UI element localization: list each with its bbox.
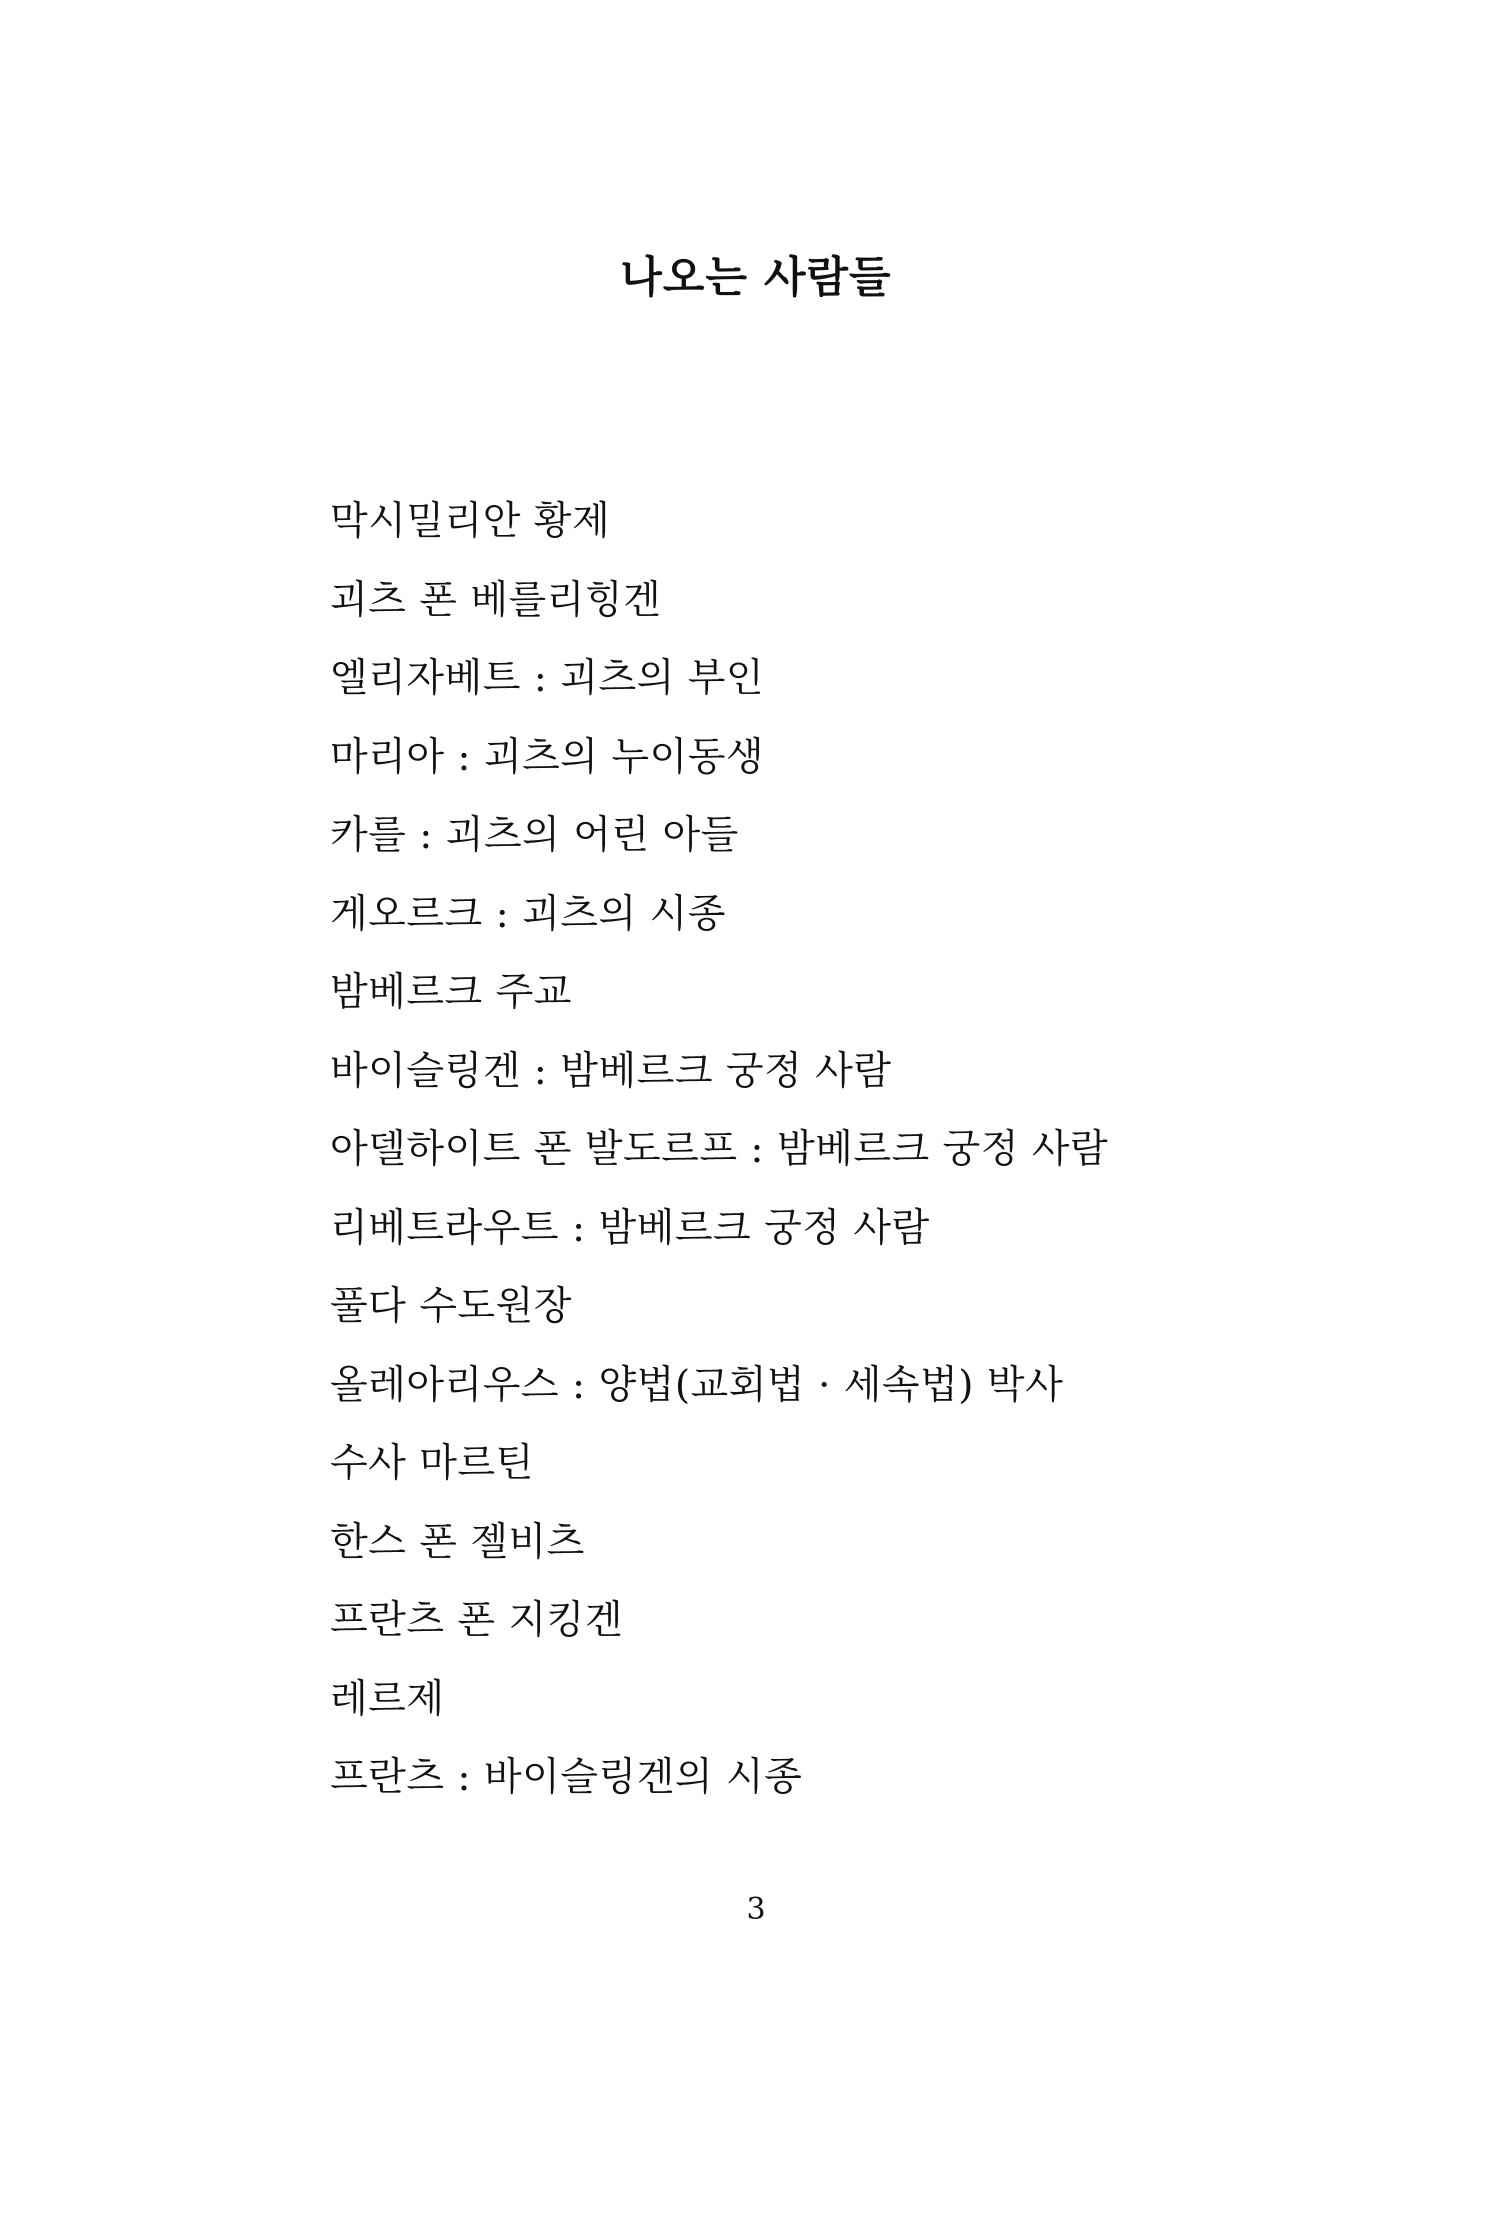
cast-entry: 한스 폰 젤비츠 <box>330 1519 585 1565</box>
cast-entry: 마리아 : 괴츠의 누이동생 <box>330 734 765 780</box>
cast-entry: 아델하이트 폰 발도르프 : 밤베르크 궁정 사람 <box>330 1127 1109 1172</box>
cast-entry: 막시밀리안 황제 <box>330 499 611 544</box>
cast-entry: 레르제 <box>330 1676 445 1722</box>
cast-entry: 리베트라우트 : 밤베르크 궁정 사람 <box>330 1205 930 1251</box>
cast-entry: 프란츠 폰 지킹겐 <box>330 1598 624 1643</box>
page-title: 나오는 사람들 <box>620 253 892 303</box>
cast-entry: 풀다 수도원장 <box>330 1284 572 1329</box>
cast-entry: 올레아리우스 : 양법(교회법 · 세속법) 박사 <box>330 1362 1064 1408</box>
cast-list <box>330 483 1108 1818</box>
cast-entry: 프란츠 : 바이슬링겐의 시종 <box>330 1755 803 1800</box>
cast-entry: 수사 마르틴 <box>330 1441 534 1486</box>
cast-entry: 엘리자베트 : 괴츠의 부인 <box>330 656 765 701</box>
cast-entry: 밤베르크 주교 <box>330 970 572 1015</box>
cast-entry: 바이슬링겐 : 밤베르크 궁정 사람 <box>330 1048 892 1094</box>
cast-entry: 카를 : 괴츠의 어린 아들 <box>330 813 739 858</box>
page-number: 3 <box>746 1892 766 1927</box>
cast-entry: 게오르크 : 괴츠의 시종 <box>330 891 726 937</box>
cast-entry: 괴츠 폰 베를리힝겐 <box>330 577 662 623</box>
